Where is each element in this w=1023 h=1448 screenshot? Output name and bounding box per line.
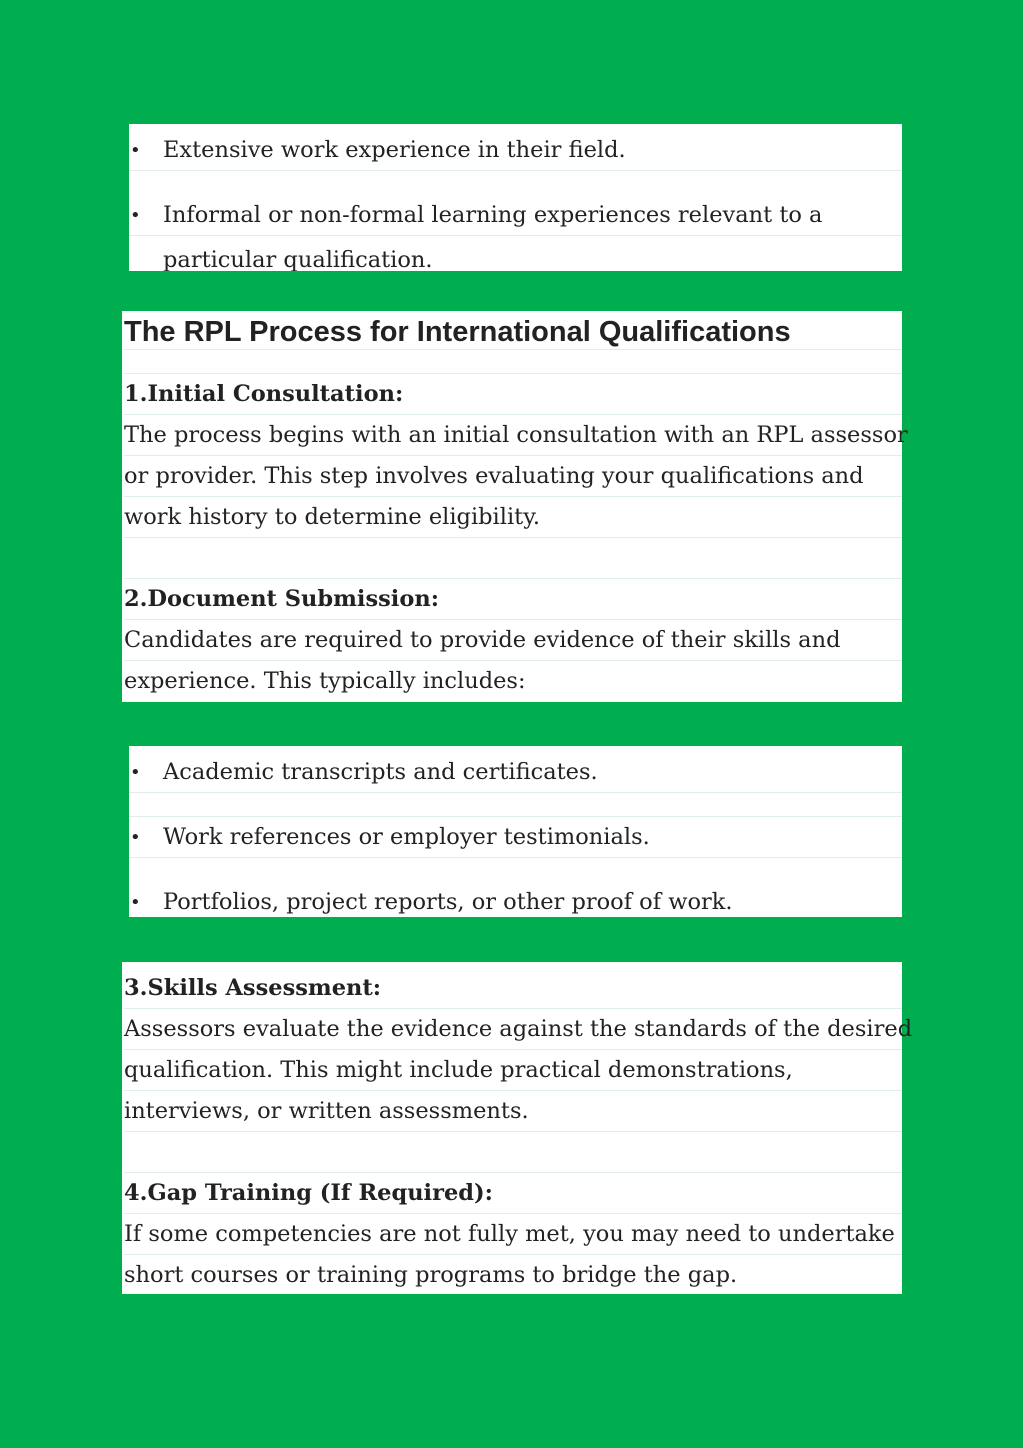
list-gap: [129, 793, 902, 817]
step-text-line: or provider. This step involves evaluating your qualifications and: [124, 456, 902, 497]
bullet-icon: •: [130, 892, 141, 913]
step-text-line: work history to determine eligibility.: [124, 497, 902, 538]
step-text-line: short courses or training programs to bridge the gap.: [124, 1262, 738, 1288]
documents-bullet-list: [129, 746, 902, 917]
list-item: [129, 752, 902, 793]
step-text-line: Assessors evaluate the evidence against the standards of the desired: [124, 1009, 902, 1050]
list-gap: [129, 858, 902, 882]
rpl-process-section: [122, 311, 908, 702]
blank-line: [124, 1132, 902, 1173]
list-item-continuation: [129, 236, 902, 271]
list-item: [129, 195, 902, 236]
step-title: 1.Initial Consultation:: [124, 374, 902, 415]
step-title: 2.Document Submission:: [124, 579, 902, 620]
section-heading: The RPL Process for International Qualifications: [124, 311, 902, 350]
step-text-line: Candidates are required to provide evidence of their skills and: [124, 620, 902, 661]
step-text-line: The process begins with an initial consultation with an RPL assessor: [124, 415, 902, 456]
list-item: [129, 130, 902, 171]
list-item: [129, 817, 902, 858]
step-title: 4.Gap Training (If Required):: [124, 1173, 902, 1214]
bullet-icon: •: [130, 205, 141, 226]
list-item-text: particular qualification.: [163, 247, 433, 271]
step-text-line: interviews, or written assessments.: [124, 1091, 902, 1132]
list-item-text: Work references or employer testimonials.: [163, 824, 650, 850]
bullet-icon: •: [130, 762, 141, 783]
rpl-process-section-continued: [122, 962, 913, 1294]
spacer: [124, 350, 902, 374]
list-gap: [129, 171, 902, 195]
list-item-text: Informal or non-formal learning experiences relevant to a: [163, 202, 823, 228]
step-text-line: experience. This typically includes:: [124, 668, 526, 694]
blank-line: [124, 538, 902, 579]
step-text-line: qualification. This might include practical demonstrations,: [124, 1050, 902, 1091]
eligibility-bullet-list: [129, 124, 902, 271]
bullet-icon: •: [130, 140, 141, 161]
list-item-text: Academic transcripts and certificates.: [163, 759, 598, 785]
step-title: 3.Skills Assessment:: [124, 968, 902, 1009]
list-item: [129, 882, 902, 923]
list-item-text: Extensive work experience in their field.: [163, 137, 626, 163]
step-text-line: If some competencies are not fully met, you may need to undertake: [124, 1214, 902, 1255]
list-item-text: Portfolios, project reports, or other proof of work.: [163, 889, 733, 915]
bullet-icon: •: [130, 827, 141, 848]
